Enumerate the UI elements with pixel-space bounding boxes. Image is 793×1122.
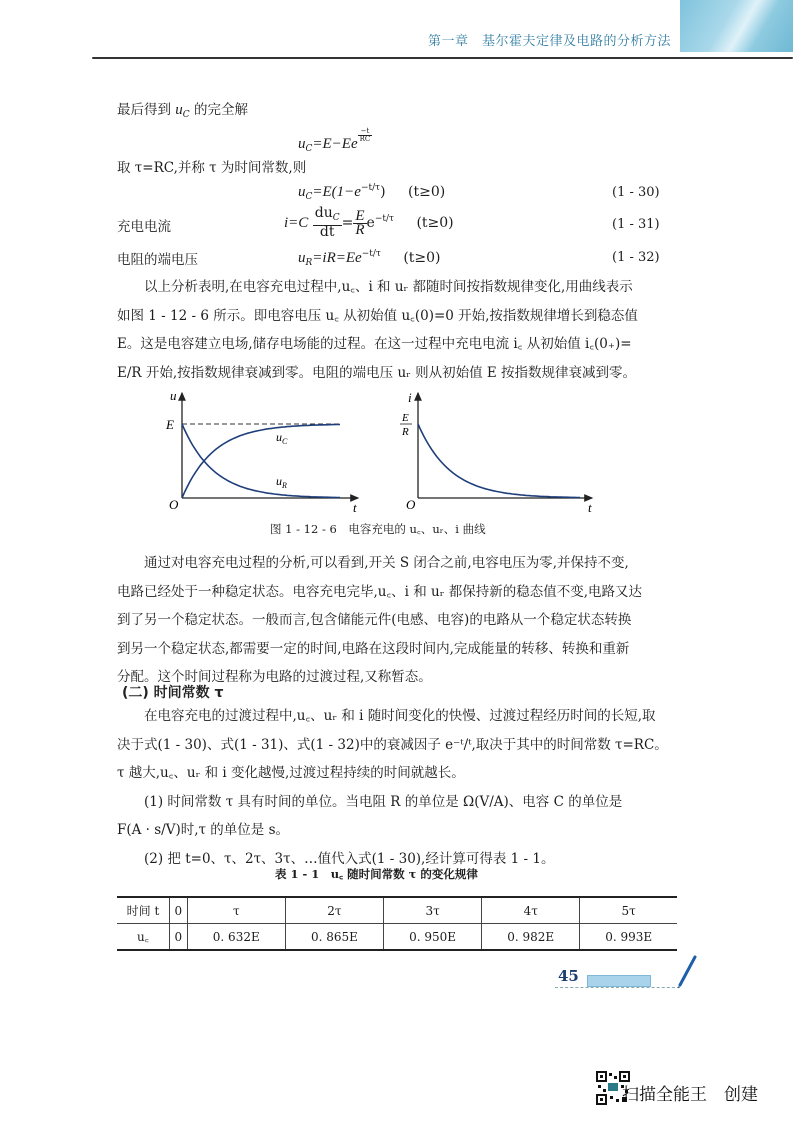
frac-den: R — [355, 221, 365, 238]
ur-label-var: u — [276, 474, 282, 488]
fraction-du-dt — [313, 207, 342, 239]
paragraph-line: (1) 时间常数 τ 具有时间的单位。当电阻 R 的单位是 Ω(V/A)、电容 C 的单位是 — [117, 793, 623, 810]
figure-charging-curves — [160, 388, 630, 516]
frac-num: E — [355, 207, 365, 224]
eq-exp: −t/τ — [360, 183, 381, 193]
table-title: 表 1 - 1 u꜀ 随时间常数 τ 的变化规律 — [275, 867, 478, 881]
fraction-e-r — [353, 207, 366, 238]
paragraph-time-constant — [117, 702, 677, 873]
header-decoration — [680, 0, 793, 52]
uc-label-sub: C — [282, 437, 288, 446]
uc-label-var: u — [276, 430, 282, 444]
eq-lhs: u — [298, 184, 306, 200]
ur-label — [276, 474, 287, 490]
page-bar-decoration — [587, 975, 651, 987]
eq-exp: −t/τ — [374, 214, 394, 224]
eq-body: =E(1−e — [312, 184, 361, 200]
table-cell: 0. 950E — [384, 924, 482, 951]
equation-number: (1 - 30) — [612, 185, 660, 200]
table-row — [117, 924, 677, 951]
page-number: 45 — [558, 967, 579, 985]
paragraph-analysis — [117, 273, 677, 387]
table-cell: 0. 865E — [285, 924, 383, 951]
level-num: E — [402, 412, 409, 424]
paragraph-transient — [117, 549, 677, 692]
equation-label: 电阻的端电压 — [117, 252, 198, 268]
var-u: u — [175, 102, 183, 118]
frac-num-sub: C — [332, 213, 340, 223]
frac-den: dt — [319, 224, 335, 240]
table-cell: 0. 632E — [187, 924, 285, 951]
table-cell: 2τ — [285, 897, 383, 924]
eq-exponent — [358, 128, 373, 143]
table-cell: u꜀ — [117, 924, 170, 951]
table-cell: 4τ — [482, 897, 580, 924]
equation-1-32 — [298, 249, 441, 268]
eq-lhs: u — [298, 136, 306, 152]
eq-lhs: i=C — [284, 215, 309, 231]
intro-text: 的完全解 — [189, 102, 248, 118]
header-rule — [92, 57, 793, 59]
level-e-label: E — [166, 417, 174, 432]
section-title: (二) 时间常数 τ — [122, 685, 224, 701]
uc-curve — [182, 425, 340, 499]
i-curve — [418, 424, 580, 498]
scanner-watermark: 扫描全能王 创建 — [622, 1085, 758, 1105]
paragraph-line: 在电容充电的过渡过程中,u꜀、uᵣ 和 i 随时间变化的快慢、过渡过程经历时间的长短,取 — [117, 708, 656, 724]
table-cell: 0 — [170, 924, 188, 951]
eq-condition: (t≥0) — [408, 184, 446, 200]
paragraph-line: 电路已经处于一种稳定状态。电容充电完毕,u꜀、i 和 uᵣ 都保持新的稳态值不变,电路又达 — [117, 583, 643, 600]
right-origin-label: O — [406, 497, 416, 512]
paragraph-line: (2) 把 t=0、τ、2τ、3τ、…值代入式(1 - 30),经计算可得表 1 - 1。 — [117, 850, 555, 867]
eq-lhs-sub: R — [305, 258, 313, 268]
paragraph-line: 分配。这个时间过程称为电路的过渡过程,又称暂态。 — [117, 669, 432, 685]
right-y-label: i — [408, 390, 412, 405]
paragraph-line: E。这是电容建立电场,储存电场能的过程。在这一过程中充电电流 i꜀ 从初始值 i꜀(0₊)= — [117, 336, 632, 352]
eq-exp: −t/τ — [361, 249, 381, 259]
left-y-label: u — [170, 388, 177, 403]
eq-lhs: u — [298, 250, 306, 266]
eq-sign: = — [341, 215, 354, 231]
paragraph-line: F(A · s/V)时,τ 的单位是 s。 — [117, 822, 290, 838]
figure-caption: 图 1 - 12 - 6 电容充电的 u꜀、uᵣ、i 曲线 — [270, 522, 486, 536]
paragraph-line: 到了另一个稳定状态。一般而言,包含储能元件(电感、电容)的电路从一个稳定状态转换 — [117, 612, 632, 628]
paragraph-line: 通过对电容充电过程的分析,可以看到,开关 S 闭合之前,电容电压为零,并保持不变, — [117, 555, 629, 571]
equation-number: (1 - 32) — [612, 250, 660, 265]
frac-num: du — [314, 205, 333, 221]
table-cell: τ — [187, 897, 285, 924]
equation-number: (1 - 31) — [612, 217, 660, 232]
eq-lhs-sub: C — [305, 144, 313, 154]
table-cell: 3τ — [384, 897, 482, 924]
uc-table — [117, 896, 677, 951]
exp-den: RC — [359, 135, 371, 143]
ur-label-sub: R — [282, 481, 287, 490]
right-x-label: t — [588, 500, 592, 515]
level-den: R — [402, 426, 409, 438]
intro-text: 最后得到 — [117, 102, 176, 118]
table-cell: 0 — [170, 897, 188, 924]
paragraph-line: 决于式(1 - 30)、式(1 - 31)、式(1 - 32)中的衰减因子 e⁻ᵗ/ᵗ,取决于其中的时间常数 τ=RC。 — [117, 736, 668, 753]
table-cell: 5τ — [580, 897, 677, 924]
left-x-label: t — [353, 500, 357, 515]
exp-base: e — [366, 215, 375, 231]
eq-body: =iR=Ee — [312, 250, 362, 266]
paragraph-line: 以上分析表明,在电容充电过程中,u꜀、i 和 uᵣ 都随时间按指数规律变化,用曲线表示 — [117, 279, 633, 295]
chapter-title: 第一章 基尔霍夫定律及电路的分析方法 — [428, 34, 672, 49]
eq-rhs: =E−Ee — [312, 136, 358, 152]
table-row — [117, 897, 677, 924]
paragraph-line: 如图 1 - 12 - 6 所示。即电容电压 u꜀ 从初始值 u꜀(0)=0 开始,按指数规律增长到稳态值 — [117, 307, 638, 324]
eq-tail: ) — [380, 184, 386, 200]
eq-condition: (t≥0) — [416, 215, 454, 231]
paragraph-line: 到另一个稳定状态,都需要一定的时间,电路在这段时间内,完成能量的转移、转换和重新 — [117, 640, 630, 657]
exp-num: −t — [358, 128, 373, 136]
ur-curve — [182, 424, 340, 498]
table-cell: 时间 t — [117, 897, 170, 924]
paragraph-line: E/R 开始,按指数规律衰减到零。电阻的端电压 uᵣ 则从初始值 E 按指数规律衰减到零。 — [117, 364, 637, 381]
equation-label: 充电电流 — [117, 219, 171, 235]
equation-complete-solution — [298, 128, 372, 154]
table-cell: 0. 993E — [580, 924, 677, 951]
equation-1-30 — [298, 183, 445, 202]
intro-line-1 — [117, 100, 248, 125]
pen-icon — [676, 955, 698, 989]
left-origin-label: O — [169, 497, 179, 512]
eq-lhs-sub: C — [305, 192, 313, 202]
equation-1-31 — [284, 207, 454, 239]
footer-dotted-rule — [555, 987, 680, 988]
sub-c: C — [182, 110, 190, 120]
table-cell: 0. 982E — [482, 924, 580, 951]
intro-line-2: 取 τ=RC,并称 τ 为时间常数,则 — [117, 160, 307, 176]
eq-condition: (t≥0) — [403, 250, 441, 266]
paragraph-line: τ 越大,u꜀、uᵣ 和 i 变化越慢,过渡过程持续的时间就越长。 — [117, 765, 465, 781]
uc-label — [276, 430, 288, 446]
